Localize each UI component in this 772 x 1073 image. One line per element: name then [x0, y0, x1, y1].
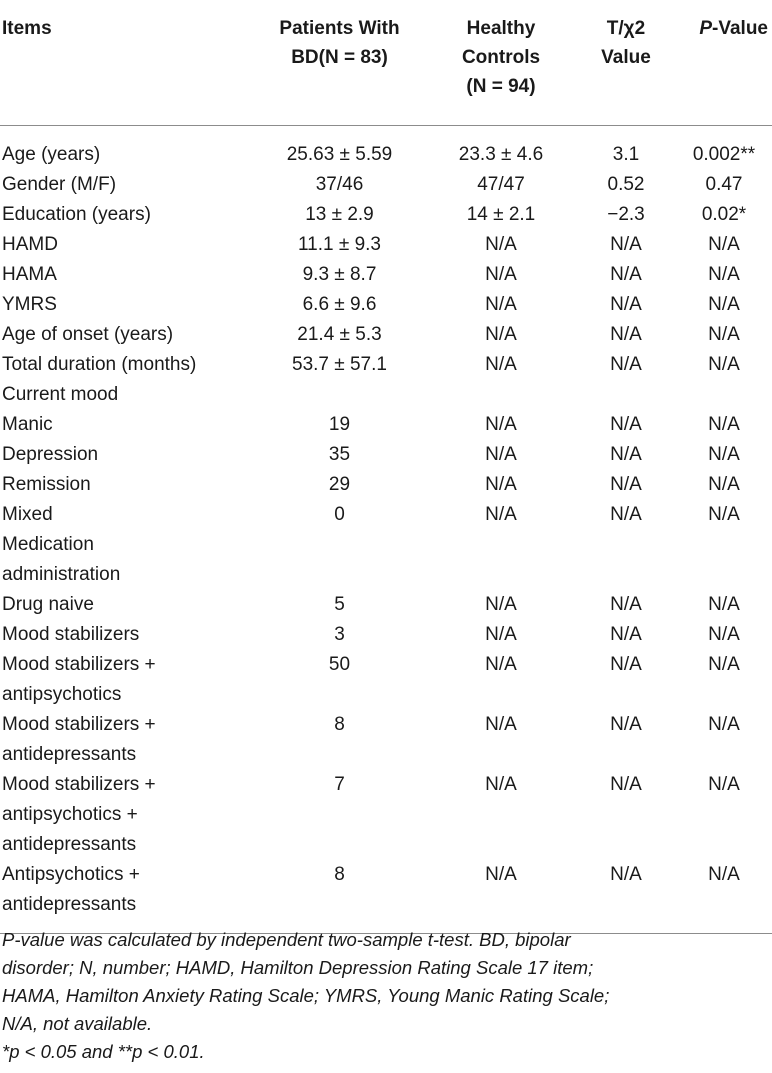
row-label: Drug naive — [2, 594, 94, 615]
table-row — [0, 440, 772, 470]
cell-hc: N/A — [485, 354, 517, 375]
cell-bd: 35 — [328, 444, 351, 465]
row-label: Mood stabilizers + antipsychotics + antidepressants — [2, 774, 156, 855]
cell-pvalue: N/A — [708, 714, 740, 735]
cell-hc — [426, 530, 576, 590]
header-items: Items — [2, 18, 52, 39]
cell-bd: 53.7 ± 57.1 — [292, 354, 387, 375]
cell-pvalue: N/A — [708, 864, 740, 885]
table-body — [0, 126, 772, 934]
row-label: YMRS — [2, 294, 57, 315]
cell-stat: N/A — [610, 294, 642, 315]
cell-stat: N/A — [610, 414, 642, 435]
table-row — [0, 200, 772, 230]
cell-hc: 23.3 ± 4.6 — [458, 144, 544, 165]
cell-hc: N/A — [485, 294, 517, 315]
cell-stat: 0.52 — [607, 174, 645, 195]
table-row — [0, 620, 772, 650]
cell-pvalue — [676, 380, 772, 410]
footnote-line: P-value was calculated by independent two-sample t-test. BD, bipolar — [2, 929, 571, 950]
row-label: Remission — [2, 474, 91, 495]
table-row — [0, 230, 772, 260]
cell-stat: N/A — [610, 324, 642, 345]
cell-pvalue: N/A — [708, 294, 740, 315]
cell-hc: N/A — [485, 444, 517, 465]
cell-bd — [253, 380, 426, 410]
row-label: Education (years) — [2, 204, 151, 225]
footnote-line: HAMA, Hamilton Anxiety Rating Scale; YMRS, Young Manic Rating Scale; — [2, 985, 610, 1006]
cell-hc: N/A — [485, 264, 517, 285]
cell-hc: 14 ± 2.1 — [466, 204, 536, 225]
cell-pvalue: N/A — [708, 504, 740, 525]
cell-pvalue: N/A — [708, 774, 740, 795]
cell-hc: N/A — [485, 234, 517, 255]
header-stat: T/χ2 Value — [601, 18, 651, 68]
table-row — [0, 860, 772, 934]
row-label: HAMD — [2, 234, 58, 255]
cell-stat: N/A — [610, 504, 642, 525]
cell-hc: N/A — [485, 654, 517, 675]
row-label: Antipsychotics + antidepressants — [2, 864, 140, 915]
row-label: Total duration (months) — [2, 354, 197, 375]
cell-hc: N/A — [485, 624, 517, 645]
table-row — [0, 590, 772, 620]
table-row — [0, 770, 772, 860]
cell-bd: 13 ± 2.9 — [305, 204, 374, 225]
row-label: Age (years) — [2, 144, 101, 165]
cell-bd: 8 — [334, 864, 345, 885]
table-row — [0, 710, 772, 770]
cell-pvalue: N/A — [708, 414, 740, 435]
cell-bd: 21.4 ± 5.3 — [297, 324, 382, 345]
cell-bd: 0 — [334, 504, 345, 525]
cell-stat: N/A — [610, 624, 642, 645]
cell-hc: N/A — [485, 474, 517, 495]
table-row — [0, 500, 772, 530]
cell-pvalue: N/A — [708, 474, 740, 495]
cell-stat: N/A — [610, 594, 642, 615]
cell-pvalue: N/A — [708, 324, 740, 345]
table-row — [0, 350, 772, 380]
header-pvalue: P-Value — [699, 18, 768, 39]
cell-stat: 3.1 — [612, 144, 640, 165]
row-label: Gender (M/F) — [2, 174, 117, 195]
header-patients: Patients With BD(N = 83) — [279, 18, 400, 68]
cell-pvalue: N/A — [708, 354, 740, 375]
table-row — [0, 170, 772, 200]
row-label: Mixed — [2, 504, 53, 525]
table-row — [0, 260, 772, 290]
cell-hc: 47/47 — [477, 174, 525, 195]
cell-stat: N/A — [610, 654, 642, 675]
row-label: Current mood — [2, 384, 119, 405]
cell-hc: N/A — [485, 504, 517, 525]
table-row — [0, 470, 772, 500]
cell-bd: 11.1 ± 9.3 — [298, 234, 381, 255]
cell-pvalue: N/A — [708, 264, 740, 285]
cell-hc: N/A — [485, 324, 517, 345]
cell-bd: 50 — [328, 654, 351, 675]
table-row — [0, 290, 772, 320]
table-row — [0, 320, 772, 350]
cell-hc — [426, 380, 576, 410]
header-controls: Healthy Controls (N = 94) — [461, 18, 541, 97]
cell-hc: N/A — [485, 864, 517, 885]
cell-pvalue: 0.02* — [701, 204, 747, 225]
cell-pvalue: N/A — [708, 444, 740, 465]
cell-pvalue — [676, 530, 772, 590]
cell-stat: N/A — [610, 264, 642, 285]
footnote-line: disorder; N, number; HAMD, Hamilton Depression Rating Scale 17 item; — [2, 957, 594, 978]
cell-pvalue: 0.47 — [705, 174, 743, 195]
footnote-line: *p < 0.05 and **p < 0.01. — [2, 1041, 205, 1062]
cell-bd: 19 — [328, 414, 351, 435]
cell-hc: N/A — [485, 774, 517, 795]
cell-hc: N/A — [485, 714, 517, 735]
cell-hc: N/A — [485, 414, 517, 435]
table-row — [0, 380, 772, 410]
table-header — [0, 0, 772, 126]
cell-stat: N/A — [610, 774, 642, 795]
cell-bd: 37/46 — [315, 174, 364, 195]
cell-stat: −2.3 — [607, 204, 645, 225]
cell-stat: N/A — [610, 474, 642, 495]
row-label: Depression — [2, 444, 99, 465]
cell-stat — [576, 380, 676, 410]
cell-pvalue: N/A — [708, 654, 740, 675]
table-row — [0, 530, 772, 590]
cell-bd: 29 — [328, 474, 351, 495]
cell-pvalue: N/A — [708, 594, 740, 615]
footnote-line: N/A, not available. — [2, 1013, 153, 1034]
cell-pvalue: N/A — [708, 234, 740, 255]
cell-pvalue: N/A — [708, 624, 740, 645]
cell-stat: N/A — [610, 354, 642, 375]
cell-bd: 7 — [334, 774, 345, 795]
cell-bd: 5 — [334, 594, 345, 615]
cell-bd — [253, 530, 426, 590]
cell-stat: N/A — [610, 234, 642, 255]
table-footnote — [2, 926, 768, 1066]
row-label: Age of onset (years) — [2, 324, 174, 345]
table-row — [0, 410, 772, 440]
row-label: Medication administration — [2, 534, 121, 585]
cell-pvalue: 0.002** — [692, 144, 756, 165]
cell-bd: 25.63 ± 5.59 — [286, 144, 393, 165]
row-label: HAMA — [2, 264, 57, 285]
cell-bd: 9.3 ± 8.7 — [302, 264, 377, 285]
row-label: Mood stabilizers + antidepressants — [2, 714, 156, 765]
table-row — [0, 650, 772, 710]
cell-stat: N/A — [610, 864, 642, 885]
cell-bd: 3 — [334, 624, 345, 645]
row-label: Manic — [2, 414, 53, 435]
cell-stat — [576, 530, 676, 590]
cell-hc: N/A — [485, 594, 517, 615]
table-row — [0, 126, 772, 171]
cell-stat: N/A — [610, 714, 642, 735]
row-label: Mood stabilizers — [2, 624, 140, 645]
cell-stat: N/A — [610, 444, 642, 465]
cell-bd: 8 — [334, 714, 345, 735]
cell-bd: 6.6 ± 9.6 — [302, 294, 377, 315]
row-label: Mood stabilizers + antipsychotics — [2, 654, 156, 705]
